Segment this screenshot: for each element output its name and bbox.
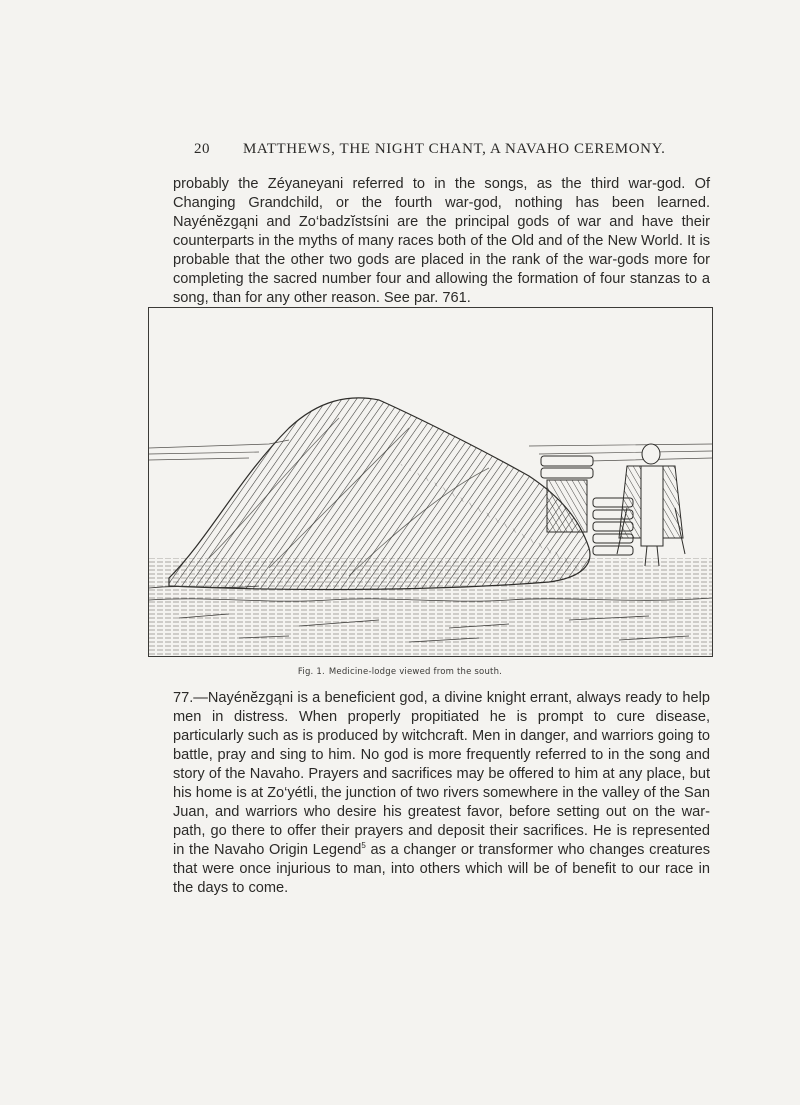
- paragraph-body-continued: as a changer or transformer who changes creatures that were once injurious to man, into others which will be of benefit to our race in the days to come.: [173, 842, 710, 896]
- medicine-lodge-illustration: [148, 307, 713, 657]
- paragraph-body: 77.—Nayénĕzgąni is a beneficient god, a divine knight errant, always ready to help men in distress. When properly propitiated he is prompt to cure disease, particularly such as is produced by witchcraft. Men in danger, and warriors going to battle, pray and sing to him. No god is more frequently referred to in the song and story of the Navaho. Prayers and sacrifices may be offered to him at any place, but his home is at Zo‘yétli, the junction of two rivers somewhere in the valley of the San Juan, and warriors who desire his greatest favor, before setting out on the war-path, go there to offer their prayers and deposit their sacrifices. He is represented in the Navaho Origin Legend: [173, 690, 710, 858]
- running-title: MATTHEWS, THE NIGHT CHANT, A NAVAHO CEREMONY.: [243, 141, 666, 157]
- paragraph-nayenezgani: [173, 689, 710, 898]
- figure-label: Fig. 1.: [297, 667, 325, 677]
- paragraph-war-gods: probably the Zéyaneyani referred to in the songs, as the third war-god. Of Changing Grandchild, or the fourth war-god, nothing has been learned. Nayénĕzgąni and Zo‘badzĭstsíni are the principal gods of war and have their counterparts in the myths of many races both of the Old and of the New World. It is probable that the other two gods are placed in the rank of the war-gods more for completing the sacred number four and allowing the formation of four stanzas to a song, than for any other reason. See par. 761.: [173, 176, 710, 306]
- lodge-mound: [169, 398, 590, 590]
- page-number: 20: [194, 141, 210, 157]
- figure-caption-text: Medicine-lodge viewed from the south.: [328, 667, 503, 677]
- figure-caption: [0, 667, 800, 677]
- footnote-reference[interactable]: 5: [361, 841, 366, 851]
- running-header: [0, 141, 800, 161]
